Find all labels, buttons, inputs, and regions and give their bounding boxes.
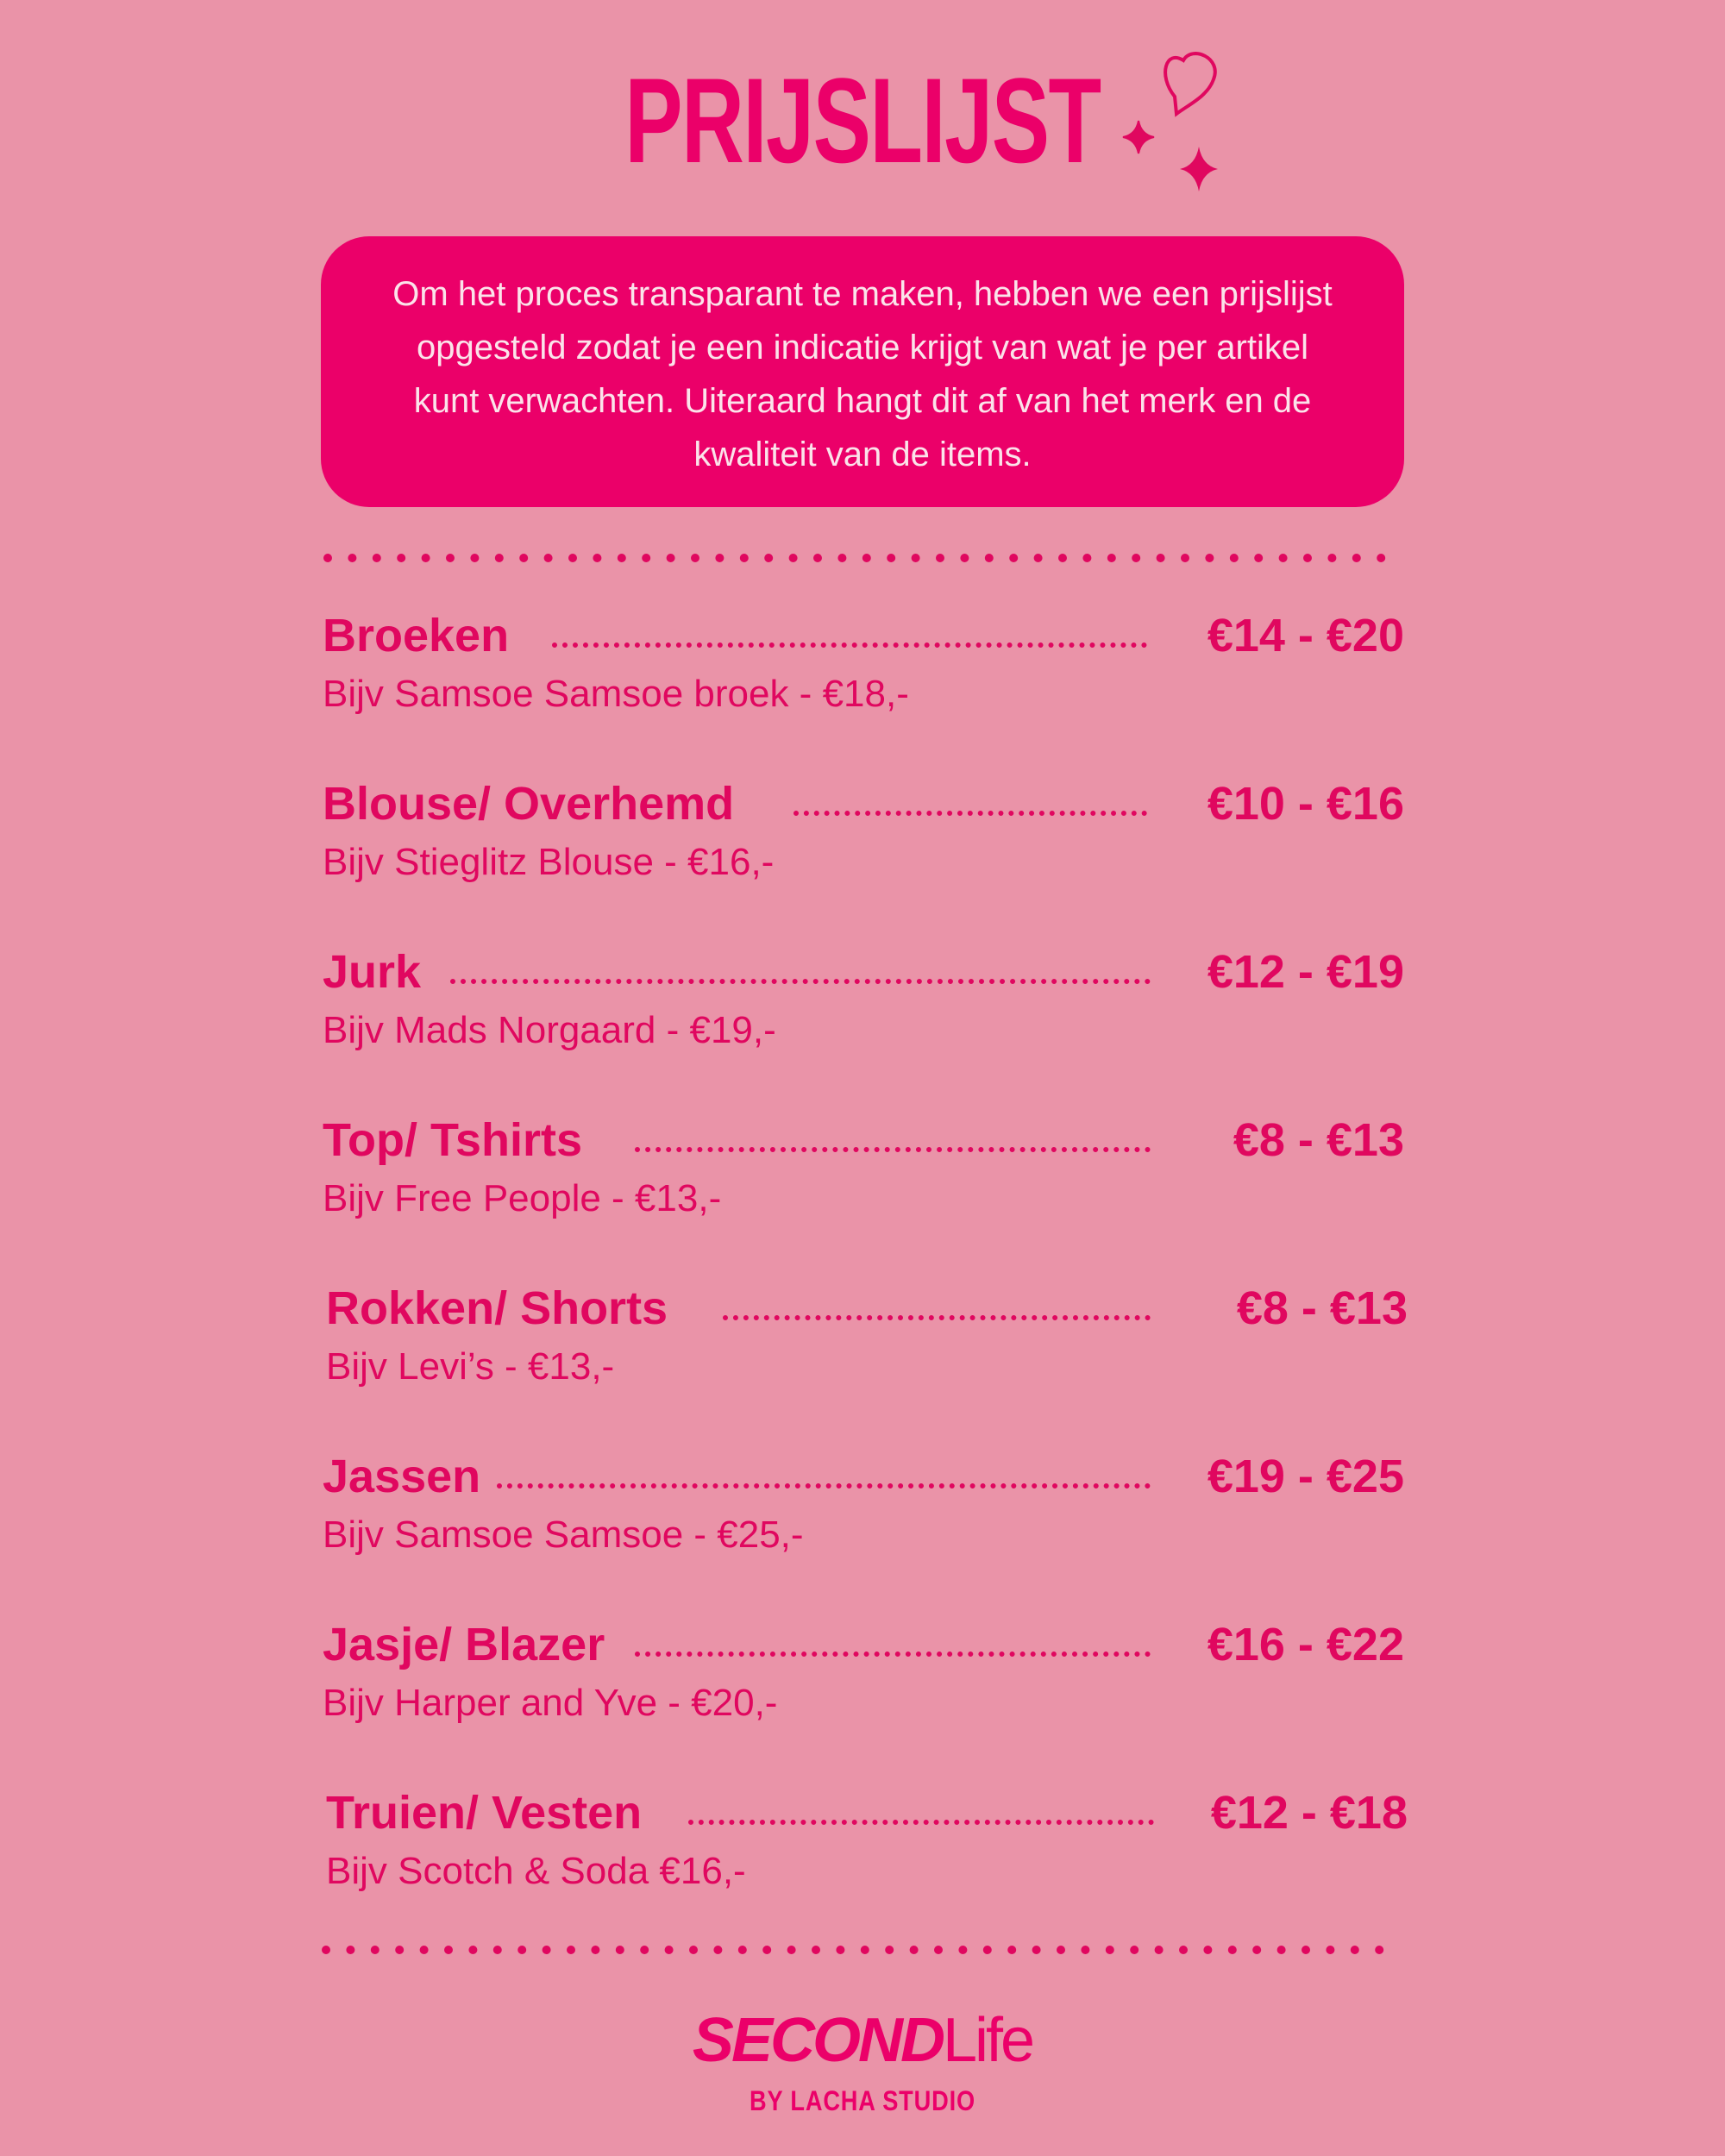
dotted-leader bbox=[794, 811, 1147, 816]
item-example: Bijv Levi’s - €13,- bbox=[326, 1345, 615, 1388]
item-example: Bijv Free People - €13,- bbox=[323, 1177, 722, 1219]
item-example: Bijv Scotch & Soda €16,- bbox=[326, 1850, 746, 1892]
price-item bbox=[324, 1277, 1408, 1415]
heart-outline-icon bbox=[1165, 53, 1215, 114]
dotted-leader bbox=[635, 1147, 1151, 1152]
item-name: Truien/ Vesten bbox=[326, 1787, 643, 1839]
brand-logo bbox=[0, 2006, 1725, 2075]
item-example: Bijv Samsoe Samsoe broek - €18,- bbox=[323, 673, 909, 715]
item-price: €12 - €18 bbox=[1210, 1787, 1408, 1839]
intro-box: Om het proces transparant te maken, hebben we een prijslijst opgesteld zodat je een indicatie krijgt van wat je per artikel kunt verwachten. Uiteraard hangt dit af van het merk en de kwaliteit van de items. bbox=[321, 236, 1404, 507]
item-price: €19 - €25 bbox=[1207, 1451, 1404, 1502]
price-item bbox=[324, 1782, 1408, 1920]
item-price: €10 - €16 bbox=[1207, 778, 1404, 830]
price-item bbox=[321, 1614, 1404, 1752]
item-name: Blouse/ Overhemd bbox=[323, 778, 735, 830]
price-item bbox=[321, 1109, 1404, 1247]
sparkle-icon bbox=[1180, 147, 1218, 191]
dotted-divider-bottom bbox=[321, 1941, 1404, 1959]
dotted-leader bbox=[497, 1483, 1151, 1489]
sparkle-icon bbox=[1123, 121, 1154, 154]
item-name: Top/ Tshirts bbox=[323, 1114, 582, 1166]
brand-life: Life bbox=[942, 2006, 1033, 2075]
price-item bbox=[321, 1445, 1404, 1583]
dotted-divider-top bbox=[321, 549, 1404, 567]
brand-second: SECOND bbox=[692, 2006, 943, 2075]
item-name: Jassen bbox=[323, 1451, 481, 1502]
item-name: Jurk bbox=[323, 946, 422, 998]
item-name: Rokken/ Shorts bbox=[326, 1282, 668, 1334]
price-item bbox=[321, 773, 1404, 911]
dotted-leader bbox=[450, 979, 1151, 984]
item-price: €16 - €22 bbox=[1207, 1619, 1404, 1670]
price-item bbox=[321, 941, 1404, 1079]
item-example: Bijv Harper and Yve - €20,- bbox=[323, 1682, 778, 1724]
item-example: Bijv Samsoe Samsoe - €25,- bbox=[323, 1514, 804, 1556]
item-name: Jasje/ Blazer bbox=[323, 1619, 605, 1670]
dotted-leader bbox=[552, 642, 1147, 648]
dotted-leader bbox=[723, 1315, 1151, 1320]
dotted-leader bbox=[688, 1820, 1154, 1825]
item-price: €8 - €13 bbox=[1233, 1114, 1404, 1166]
item-price: €8 - €13 bbox=[1236, 1282, 1408, 1334]
item-example: Bijv Stieglitz Blouse - €16,- bbox=[323, 841, 775, 883]
dotted-leader bbox=[635, 1651, 1151, 1657]
item-price: €14 - €20 bbox=[1207, 610, 1404, 661]
item-name: Broeken bbox=[323, 610, 510, 661]
item-example: Bijv Mads Norgaard - €19,- bbox=[323, 1009, 776, 1051]
page-title: PRIJSLIJST bbox=[624, 53, 1101, 188]
brand-subtitle: BY LACHA STUDIO bbox=[749, 2085, 976, 2116]
price-item bbox=[321, 605, 1404, 743]
heart-sparkles-decoration bbox=[1113, 34, 1251, 207]
item-price: €12 - €19 bbox=[1207, 946, 1404, 998]
